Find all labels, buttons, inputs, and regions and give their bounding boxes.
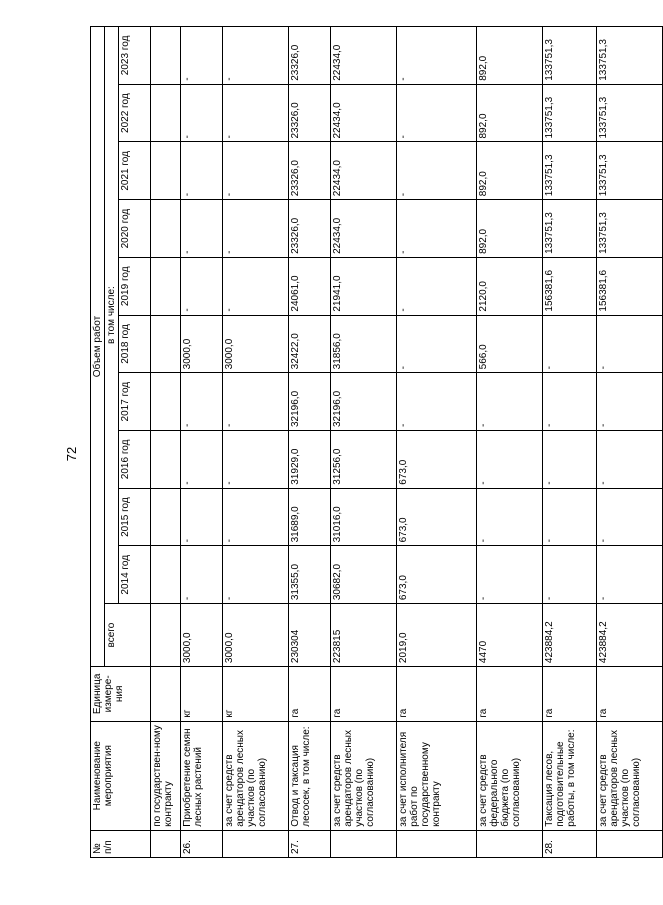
row-value: 133751,3 bbox=[597, 27, 663, 85]
row-value: - bbox=[477, 546, 543, 604]
row-value bbox=[151, 27, 181, 85]
row-value: - bbox=[597, 431, 663, 489]
row-total: 223815 bbox=[331, 604, 397, 667]
rotated-table-container bbox=[90, 26, 642, 858]
header-unit: Единица измере-ния bbox=[91, 667, 151, 722]
row-value: - bbox=[181, 488, 223, 546]
page-number: 72 bbox=[64, 446, 79, 462]
row-unit: га bbox=[397, 667, 477, 722]
row-name: за счет средств арендаторов лесных участков (по согласованию) bbox=[597, 721, 663, 830]
row-value: 23326,0 bbox=[289, 142, 331, 200]
row-value: - bbox=[223, 142, 289, 200]
row-number: 28. bbox=[543, 830, 597, 857]
row-value bbox=[151, 373, 181, 431]
header-year: 2019 год bbox=[119, 257, 151, 315]
row-value: - bbox=[397, 27, 477, 85]
row-value: 133751,3 bbox=[543, 142, 597, 200]
header-year: 2017 год bbox=[119, 373, 151, 431]
row-value: 133751,3 bbox=[597, 200, 663, 258]
row-name: Отвод и таксация лесосек, в том числе: bbox=[289, 721, 331, 830]
row-value bbox=[151, 142, 181, 200]
row-value: 30682,0 bbox=[331, 546, 397, 604]
row-value: 3000,0 bbox=[223, 315, 289, 373]
table-row bbox=[397, 27, 477, 858]
header-year: 2022 год bbox=[119, 84, 151, 142]
row-value: - bbox=[543, 315, 597, 373]
header-year: 2016 год bbox=[119, 431, 151, 489]
row-value: - bbox=[597, 488, 663, 546]
row-value: - bbox=[223, 373, 289, 431]
row-unit: га bbox=[543, 667, 597, 722]
row-total bbox=[151, 604, 181, 667]
row-value: 23326,0 bbox=[289, 200, 331, 258]
row-value: 32196,0 bbox=[331, 373, 397, 431]
row-value: - bbox=[397, 84, 477, 142]
row-unit: га bbox=[289, 667, 331, 722]
table-row bbox=[223, 27, 289, 858]
header-year: 2023 год bbox=[119, 27, 151, 85]
row-value: - bbox=[397, 315, 477, 373]
row-total: 3000,0 bbox=[181, 604, 223, 667]
row-value: - bbox=[543, 488, 597, 546]
row-value: 892,0 bbox=[477, 142, 543, 200]
row-value: 22434,0 bbox=[331, 200, 397, 258]
row-unit bbox=[151, 667, 181, 722]
row-total: 423884,2 bbox=[597, 604, 663, 667]
row-value: - bbox=[181, 373, 223, 431]
row-number bbox=[397, 830, 477, 857]
row-value: - bbox=[181, 200, 223, 258]
row-unit: кг bbox=[181, 667, 223, 722]
row-value: - bbox=[181, 84, 223, 142]
row-total: 2019,0 bbox=[397, 604, 477, 667]
header-no: № п/п bbox=[91, 830, 151, 857]
row-name: Таксация лесов, подготовительные работы, в том числе: bbox=[543, 721, 597, 830]
row-value: - bbox=[597, 373, 663, 431]
row-value: 133751,3 bbox=[597, 84, 663, 142]
row-value: - bbox=[223, 431, 289, 489]
table-row bbox=[181, 27, 223, 858]
row-value: 23326,0 bbox=[289, 27, 331, 85]
row-value: - bbox=[223, 200, 289, 258]
row-name: за счет средств федерального бюджета (по согласованию) bbox=[477, 721, 543, 830]
row-value: 892,0 bbox=[477, 27, 543, 85]
row-value: 2120,0 bbox=[477, 257, 543, 315]
row-number bbox=[151, 830, 181, 857]
row-name: за счет средств арендаторов лесных участков (по согласованию) bbox=[331, 721, 397, 830]
row-value: - bbox=[223, 488, 289, 546]
row-value bbox=[151, 315, 181, 373]
row-unit: га bbox=[597, 667, 663, 722]
row-name: по государствен-ному контракту bbox=[151, 721, 181, 830]
row-value: 156381,6 bbox=[597, 257, 663, 315]
row-value bbox=[151, 257, 181, 315]
row-value: 673,0 bbox=[397, 546, 477, 604]
row-name: за счет исполнителя работ по государственному контракту bbox=[397, 721, 477, 830]
row-value: 22434,0 bbox=[331, 84, 397, 142]
row-value: - bbox=[181, 546, 223, 604]
table-row bbox=[597, 27, 663, 858]
row-value: 22434,0 bbox=[331, 142, 397, 200]
header-volume: Объем работ bbox=[91, 27, 105, 667]
row-value: - bbox=[181, 257, 223, 315]
row-value: 31016,0 bbox=[331, 488, 397, 546]
row-value: - bbox=[477, 373, 543, 431]
row-value: 892,0 bbox=[477, 84, 543, 142]
table-row bbox=[331, 27, 397, 858]
header-year: 2014 год bbox=[119, 546, 151, 604]
row-value: 673,0 bbox=[397, 488, 477, 546]
row-value: 21941,0 bbox=[331, 257, 397, 315]
row-value: 31689,0 bbox=[289, 488, 331, 546]
row-total: 3000,0 bbox=[223, 604, 289, 667]
row-value: - bbox=[223, 257, 289, 315]
table-row bbox=[289, 27, 331, 858]
row-value: 32422,0 bbox=[289, 315, 331, 373]
row-value: - bbox=[397, 200, 477, 258]
row-value: - bbox=[543, 546, 597, 604]
header-year: 2015 год bbox=[119, 488, 151, 546]
row-value bbox=[151, 488, 181, 546]
row-value bbox=[151, 546, 181, 604]
header-total: всего bbox=[105, 604, 151, 667]
row-value: 566,0 bbox=[477, 315, 543, 373]
row-value: 31856,0 bbox=[331, 315, 397, 373]
row-value: - bbox=[397, 142, 477, 200]
row-value: - bbox=[477, 431, 543, 489]
row-value: 24061,0 bbox=[289, 257, 331, 315]
row-total: 4470 bbox=[477, 604, 543, 667]
row-unit: га bbox=[477, 667, 543, 722]
row-value: - bbox=[181, 142, 223, 200]
table-row bbox=[151, 27, 181, 858]
row-number bbox=[477, 830, 543, 857]
row-value: - bbox=[597, 546, 663, 604]
row-value: 133751,3 bbox=[597, 142, 663, 200]
row-name: Приобретение семян лесных растений bbox=[181, 721, 223, 830]
row-value: 22434,0 bbox=[331, 27, 397, 85]
row-unit: га bbox=[331, 667, 397, 722]
row-value: 892,0 bbox=[477, 200, 543, 258]
header-incl: в том числе: bbox=[105, 27, 119, 604]
row-value: - bbox=[597, 315, 663, 373]
header-year: 2020 год bbox=[119, 200, 151, 258]
row-value: 31256,0 bbox=[331, 431, 397, 489]
table-row bbox=[477, 27, 543, 858]
row-value: - bbox=[223, 546, 289, 604]
header-year: 2018 год bbox=[119, 315, 151, 373]
row-value bbox=[151, 84, 181, 142]
table-row bbox=[543, 27, 597, 858]
row-value: - bbox=[181, 27, 223, 85]
row-value: 32196,0 bbox=[289, 373, 331, 431]
row-number: 26. bbox=[181, 830, 223, 857]
row-value: 133751,3 bbox=[543, 27, 597, 85]
row-value: - bbox=[397, 373, 477, 431]
row-number: 27. bbox=[289, 830, 331, 857]
work-volume-table bbox=[90, 26, 663, 858]
row-value: - bbox=[223, 27, 289, 85]
row-number bbox=[597, 830, 663, 857]
row-value: - bbox=[543, 373, 597, 431]
row-number bbox=[223, 830, 289, 857]
row-value: 23326,0 bbox=[289, 84, 331, 142]
row-total: 423884,2 bbox=[543, 604, 597, 667]
row-value bbox=[151, 200, 181, 258]
row-value: - bbox=[223, 84, 289, 142]
row-value: - bbox=[543, 431, 597, 489]
row-number bbox=[331, 830, 397, 857]
row-name: за счет средств арендаторов лесных участков (по согласованию) bbox=[223, 721, 289, 830]
header-name: Наименование мероприятия bbox=[91, 721, 151, 830]
row-value: 156381,6 bbox=[543, 257, 597, 315]
row-value: - bbox=[181, 431, 223, 489]
row-value: 31355,0 bbox=[289, 546, 331, 604]
row-value: 3000,0 bbox=[181, 315, 223, 373]
row-value: - bbox=[477, 488, 543, 546]
row-value: 133751,3 bbox=[543, 84, 597, 142]
row-value: - bbox=[397, 257, 477, 315]
row-total: 230304 bbox=[289, 604, 331, 667]
row-value bbox=[151, 431, 181, 489]
row-unit: кг bbox=[223, 667, 289, 722]
row-value: 673,0 bbox=[397, 431, 477, 489]
row-value: 31929,0 bbox=[289, 431, 331, 489]
row-value: 133751,3 bbox=[543, 200, 597, 258]
header-year: 2021 год bbox=[119, 142, 151, 200]
